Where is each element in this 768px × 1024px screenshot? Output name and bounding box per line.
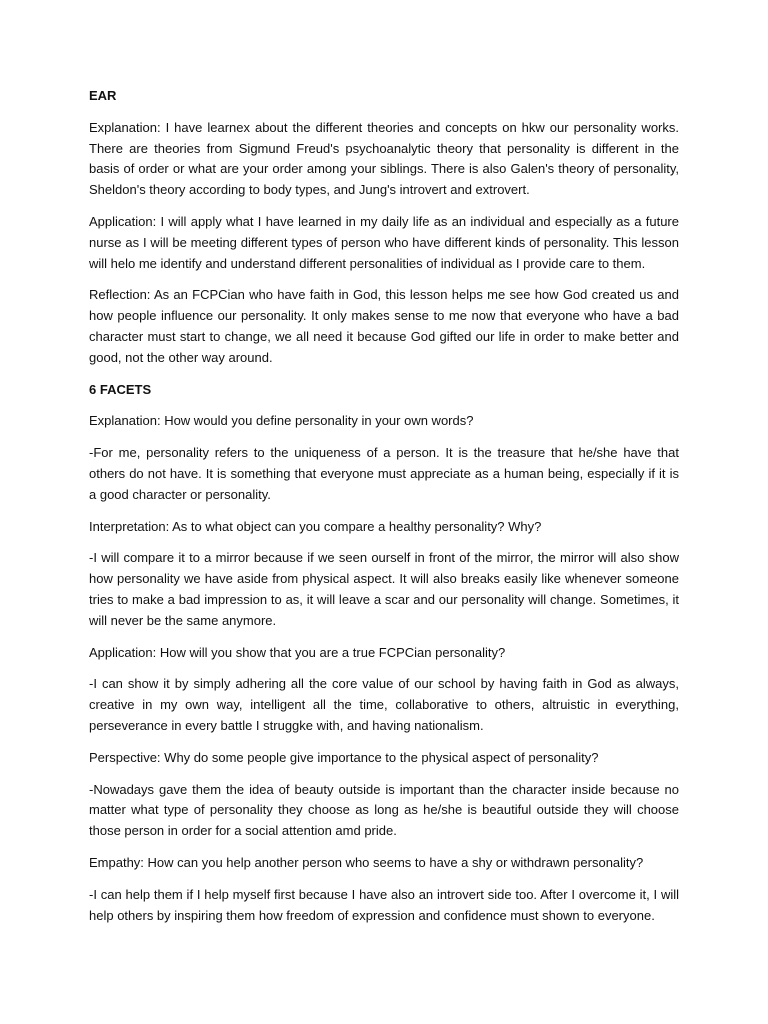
facet-question-text: Why do some people give importance to the physical aspect of personality? [164, 749, 599, 765]
facet-question [89, 517, 679, 538]
ear-reflection-label: Reflection: [89, 287, 151, 303]
facet-label: Application: [89, 644, 157, 660]
facet-question-text: How would you define personality in your own words? [164, 413, 474, 429]
facet-question-text: How can you help another person who seems to have a shy or withdrawn personality? [147, 854, 644, 870]
facet-answer: -I can help them if I help myself first because I have also an introvert side too. After I overcome it, I will help others by inspiring them how freedom of expression and confidence must shown to everyone. [89, 886, 679, 923]
facet-label: Interpretation: [89, 518, 170, 534]
facet-label: Empathy: [89, 854, 144, 870]
facet-label: Explanation: [89, 413, 161, 429]
document-page [89, 86, 679, 937]
facet-answer: -I will compare it to a mirror because if we seen ourself in front of the mirror, the mirror will also show how personality we have aside from physical aspect. It will also breaks easily like whenever someone tries to make a bad impression to as, it will leave a scar and our personality will change. Sometimes, it will never be the same anymore. [89, 550, 679, 628]
ear-heading: EAR [89, 88, 117, 103]
facet-answer: -For me, personality refers to the uniqueness of a person. It is the treasure that he/she have that others do not have. It is something that everyone must appreciate as a human being, especially if it is a good character or personality. [89, 445, 679, 502]
ear-application-label: Application: [89, 213, 157, 229]
facet-question [89, 643, 679, 664]
facet-answer: -Nowadays gave them the idea of beauty outside is important than the character inside because no matter what type of personality they choose as long as he/she is beautiful outside they will choose those person in order for a social attention amd pride. [89, 781, 679, 839]
facet-question [89, 411, 679, 432]
ear-explanation-paragraph [89, 118, 679, 201]
facet-question-text: As to what object can you compare a healthy personality? Why? [172, 518, 542, 534]
facet-question-text: How will you show that you are a true FCPCian personality? [159, 644, 506, 660]
ear-application-text: I will apply what I have learned in my daily life as an individual and especially as a future nurse as I will be meeting different types of person who have different kinds of personality. This lesson will helo me identify and understand different personalities of individual as I provide care to them. [89, 213, 679, 271]
facets-heading: 6 FACETS [89, 381, 152, 397]
facet-answer: -I can show it by simply adhering all the core value of our school by having faith in God as always, creative in my own way, intelligent all the time, collaborative to others, altruistic in everything, perseverance in every battle I struggke with, and having nationalism. [89, 676, 679, 733]
ear-application-paragraph [89, 212, 679, 274]
facet-question [89, 748, 679, 769]
facet-label: Perspective: [89, 749, 161, 765]
ear-explanation-text: I have learnex about the different theories and concepts on hkw our personality works. There are theories from Sigmund Freud's psychoanalytic theory that personality is different in the basis of order or what are your order among your siblings. There is also Galen's theory of personality, Sheldon's theory according to body types, and Jung's introvert and extrovert. [89, 119, 679, 198]
facet-question [89, 853, 679, 874]
ear-explanation-label: Explanation: [89, 119, 161, 135]
ear-reflection-paragraph [89, 285, 679, 368]
ear-reflection-text: As an FCPCian who have faith in God, this lesson helps me see how God created us and how people influence our personality. It only makes sense to me now that everyone who have a bad character must start to change, we all need it because God gifted our life in order to make better and good, not the other way around. [89, 287, 679, 365]
